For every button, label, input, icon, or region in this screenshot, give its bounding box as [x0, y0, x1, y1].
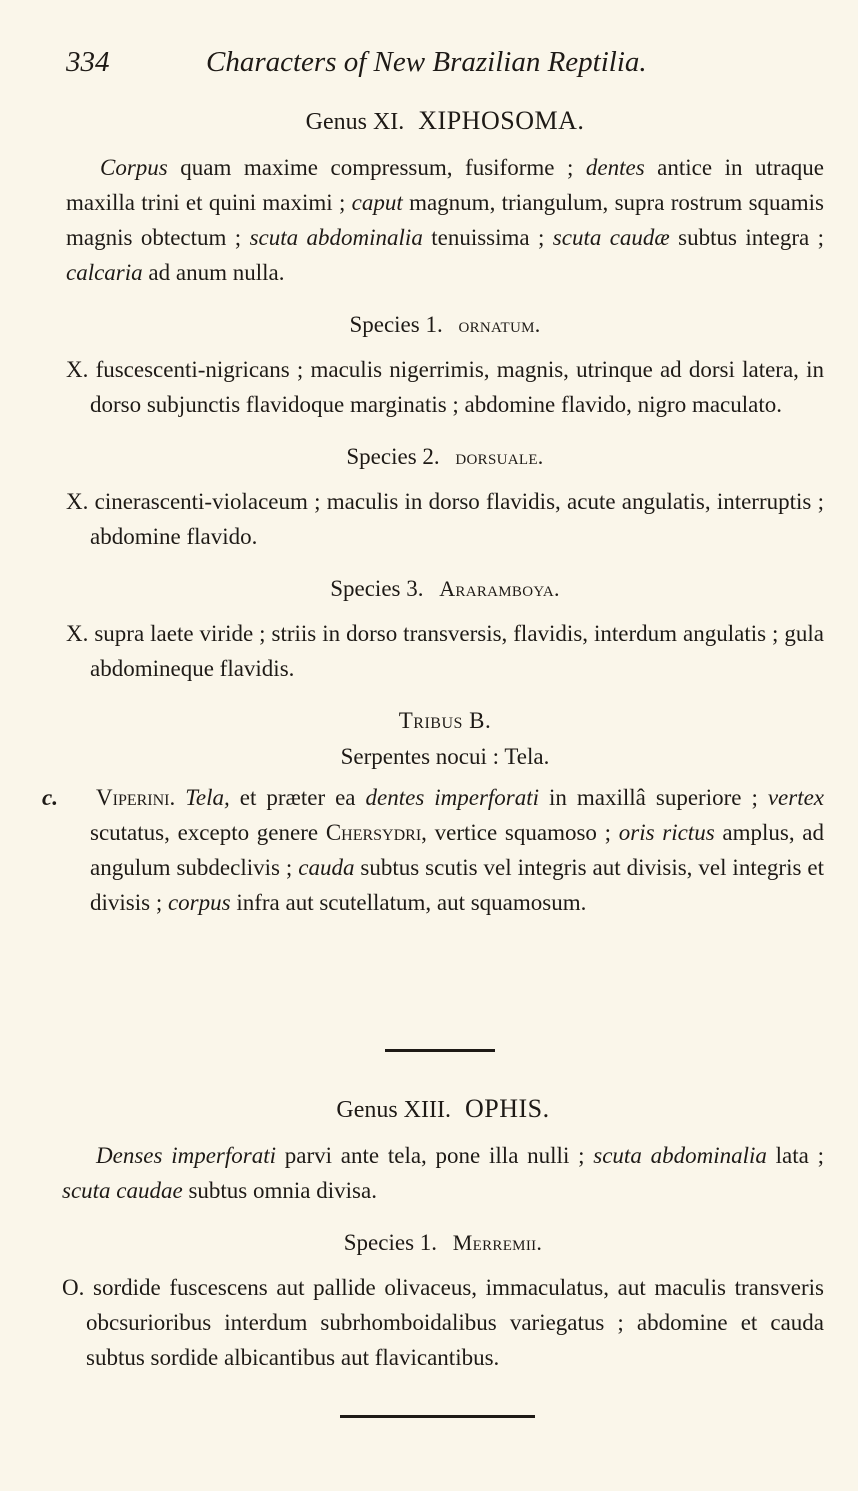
genus-name: OPHIS.	[465, 1094, 550, 1123]
text-run: dentes imperforati	[365, 785, 540, 810]
genus-section	[62, 1088, 824, 1375]
species-label: Species 2.	[346, 444, 440, 469]
genus-label: Genus XI.	[305, 109, 405, 135]
species-name: Merremii.	[452, 1230, 543, 1255]
species-label: Species 3.	[330, 576, 424, 601]
text-run: ad anum nulla.	[142, 260, 285, 285]
text-run: scuta caudæ	[552, 225, 670, 250]
text-run: subtus scutis vel integris aut divisis, vel integris et divisis ;	[90, 855, 824, 915]
text-run: antice in utraque maxilla trini et quini maximi ;	[66, 155, 824, 215]
species-label: Species 1.	[343, 1230, 438, 1255]
text-run: Viperini.	[96, 785, 176, 810]
text-run: et præter ea	[229, 785, 366, 810]
text-run: quam maxime compressum, fusiforme ;	[167, 155, 586, 180]
text-run: scutatus, excepto genere	[90, 820, 326, 845]
text-run: infra aut scutellatum, aut squamosum.	[230, 890, 587, 915]
page-header	[66, 46, 818, 86]
genus-description	[66, 150, 824, 290]
text-run: tenuissima ;	[422, 225, 553, 250]
text-run: Tela,	[185, 785, 230, 810]
text-run: calcaria	[66, 260, 143, 285]
section-letter: c.	[42, 785, 58, 810]
text-run: vertice squamoso ;	[426, 820, 619, 845]
species-heading	[66, 576, 824, 602]
species-heading	[66, 444, 824, 470]
text-run: lata ;	[766, 1143, 824, 1168]
genus-name: XIPHOSOMA.	[418, 106, 585, 135]
text-run: Denses imperforati	[96, 1143, 276, 1168]
species-description: X. fuscescenti-nigricans ; maculis nigerrimis, magnis, utrinque ad dorsi latera, in dorso subjunctis flavidoque marginatis ; abdomine flavido, nigro maculato.	[66, 357, 824, 417]
text-run: subtus omnia divisa.	[182, 1178, 377, 1203]
end-divider	[340, 1415, 535, 1418]
species-description: O. sordide fuscescens aut pallide olivaceus, immaculatus, aut maculis transveris obcsurioribus interdum subrhomboidalibus variegatus ; abdomine et cauda subtus sordide albicantibus aut flavicantibus.	[62, 1275, 824, 1370]
species-name: dorsuale.	[455, 444, 544, 469]
viperini-paragraph	[42, 780, 825, 920]
species-label: Species 1.	[349, 312, 443, 337]
species-description: X. supra laete viride ; striis in dorso transversis, flavidis, interdum angulatis ; gula abdomineque flavidis.	[66, 621, 824, 681]
text-run: dentes	[585, 155, 645, 180]
genus-heading	[66, 106, 824, 136]
species-heading	[66, 312, 824, 338]
genus-heading	[62, 1094, 824, 1124]
page-number: 334	[66, 46, 110, 78]
tribus-subtitle: Serpentes nocui : Tela.	[340, 744, 550, 769]
text-run: amplus, ad angulum subdeclivis ;	[90, 820, 824, 880]
section-divider	[385, 1049, 495, 1052]
species-description: X. cinerascenti-violaceum ; maculis in dorso flavidis, acute angulatis, interruptis ; abdomine flavido.	[66, 489, 824, 549]
species-name: ornatum.	[458, 312, 541, 337]
text-run: Chersydri,	[325, 820, 427, 845]
text-run	[175, 785, 185, 810]
species-name: Araramboya.	[439, 576, 560, 601]
text-run: corpus	[167, 890, 231, 915]
main-text	[42, 100, 825, 920]
tribus-heading: Tribus B.	[398, 708, 492, 733]
text-run: parvi ante tela, pone illa nulli ;	[275, 1143, 594, 1168]
text-run: magnum, triangulum, supra rostrum squamis magnis obtectum ;	[66, 190, 824, 250]
text-run: caput	[351, 190, 403, 215]
text-run: scuta abdominalia	[249, 225, 423, 250]
species-heading	[62, 1230, 824, 1256]
text-run: scuta abdominalia	[593, 1143, 767, 1168]
text-run: oris rictus	[618, 820, 715, 845]
genus-label: Genus XIII.	[336, 1097, 451, 1123]
text-run: vertex	[767, 785, 825, 810]
text-run: cauda	[298, 855, 355, 880]
text-run: in maxillâ superiore ;	[539, 785, 768, 810]
text-run: scuta caudae	[62, 1178, 183, 1203]
text-run: subtus integra ;	[669, 225, 824, 250]
text-run: Corpus	[100, 155, 168, 180]
genus-description	[62, 1138, 824, 1208]
running-title: Characters of New Brazilian Reptilia.	[206, 46, 647, 78]
